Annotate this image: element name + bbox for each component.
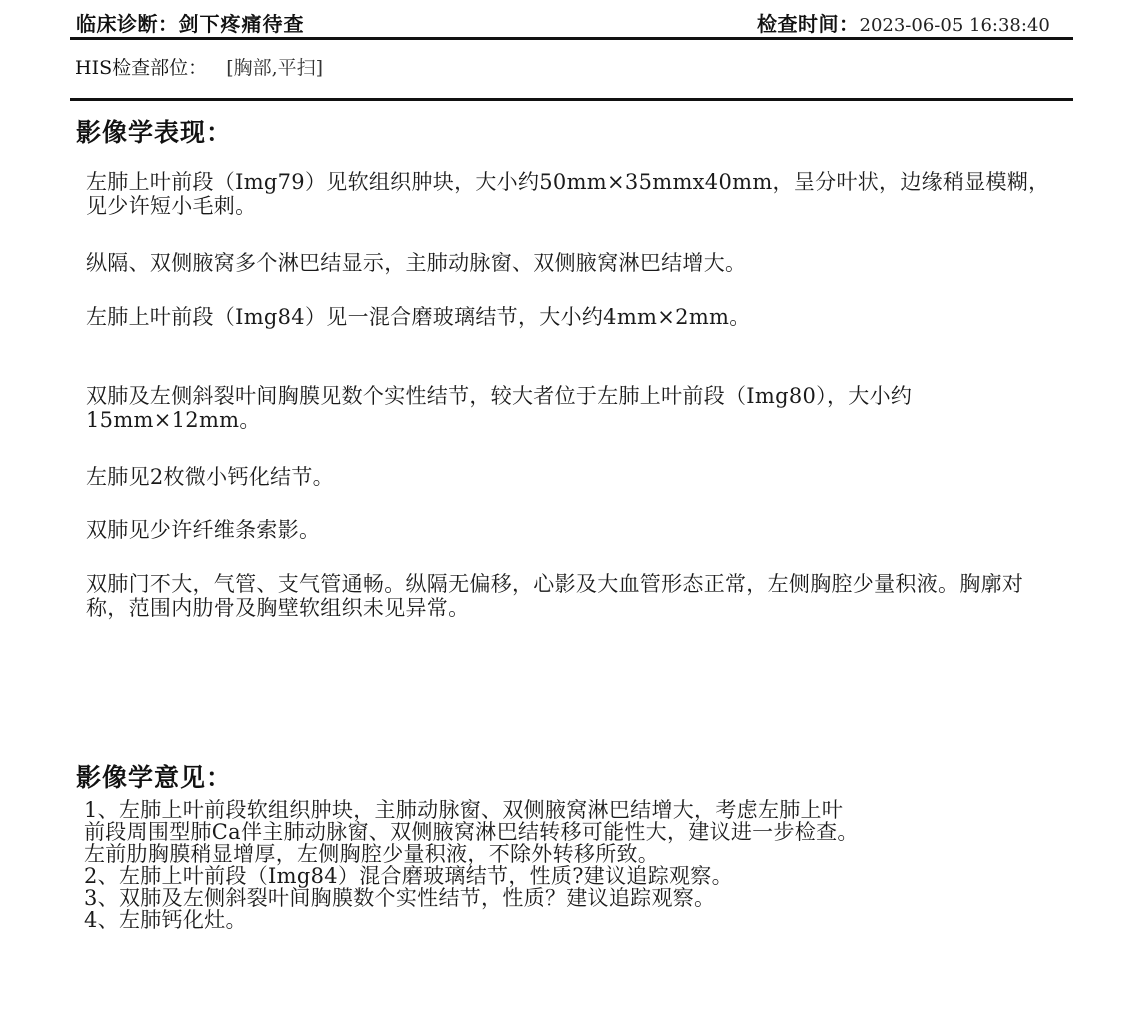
his-exam-site: [75, 53, 323, 80]
findings-title: 影像学表现：: [76, 118, 233, 147]
section-divider: [70, 98, 1073, 101]
clinical-diagnosis: [76, 8, 305, 37]
clinical-diagnosis-label: 临床诊断：: [76, 12, 179, 36]
finding-paragraph: 左肺见2枚微小钙化结节。: [86, 465, 334, 489]
finding-paragraph: 双肺及左侧斜裂叶间胸膜见数个实性结节，较大者位于左肺上叶前段（Img80），大小约15mm×12mm。: [86, 384, 913, 432]
impression-line: 2、左肺上叶前段（Img84）混合磨玻璃结节，性质?建议追踪观察。: [84, 864, 733, 888]
his-exam-site-label: HIS检查部位：: [75, 57, 208, 79]
finding-paragraph: 纵隔、双侧腋窝多个淋巴结显示，主肺动脉窗、双侧腋窝淋巴结增大。: [86, 251, 747, 275]
impression-title: 影像学意见：: [76, 763, 233, 792]
finding-paragraph: 双肺门不大，气管、支气管通畅。纵隔无偏移，心影及大血管形态正常，左侧胸腔少量积液。胸廓对称，范围内肋骨及胸壁软组织未见异常。: [86, 572, 1024, 620]
finding-paragraph: 左肺上叶前段（Img79）见软组织肿块，大小约50mm×35mmx40mm，呈分叶状，边缘稍显模糊，见少许短小毛刺。: [86, 170, 1050, 218]
finding-paragraph: 左肺上叶前段（Img84）见一混合磨玻璃结节，大小约4mm×2mm。: [86, 305, 751, 329]
exam-time-label: 检查时间：: [757, 12, 860, 36]
impression-line: 左前肋胸膜稍显增厚，左侧胸腔少量积液，不除外转移所致。: [84, 842, 660, 866]
impression-list: [84, 799, 1059, 931]
impression-line: 前段周围型肺Ca伴主肺动脉窗、双侧腋窝淋巴结转移可能性大，建议进一步检查。: [84, 820, 859, 844]
exam-time: [757, 8, 1050, 37]
clinical-diagnosis-value: 剑下疼痛待查: [178, 12, 305, 36]
header-divider: [70, 37, 1073, 40]
impression-line: 3、双肺及左侧斜裂叶间胸膜数个实性结节，性质？建议追踪观察。: [84, 886, 716, 910]
exam-time-value: 2023-06-05 16:38:40: [859, 15, 1050, 36]
finding-paragraph: 双肺见少许纤维条索影。: [86, 518, 321, 542]
impression-line: 1、左肺上叶前段软组织肿块，主肺动脉窗、双侧腋窝淋巴结增大，考虑左肺上叶: [84, 798, 844, 822]
impression-line: 4、左肺钙化灶。: [84, 908, 247, 932]
his-exam-site-value: [胸部,平扫]: [226, 57, 324, 79]
